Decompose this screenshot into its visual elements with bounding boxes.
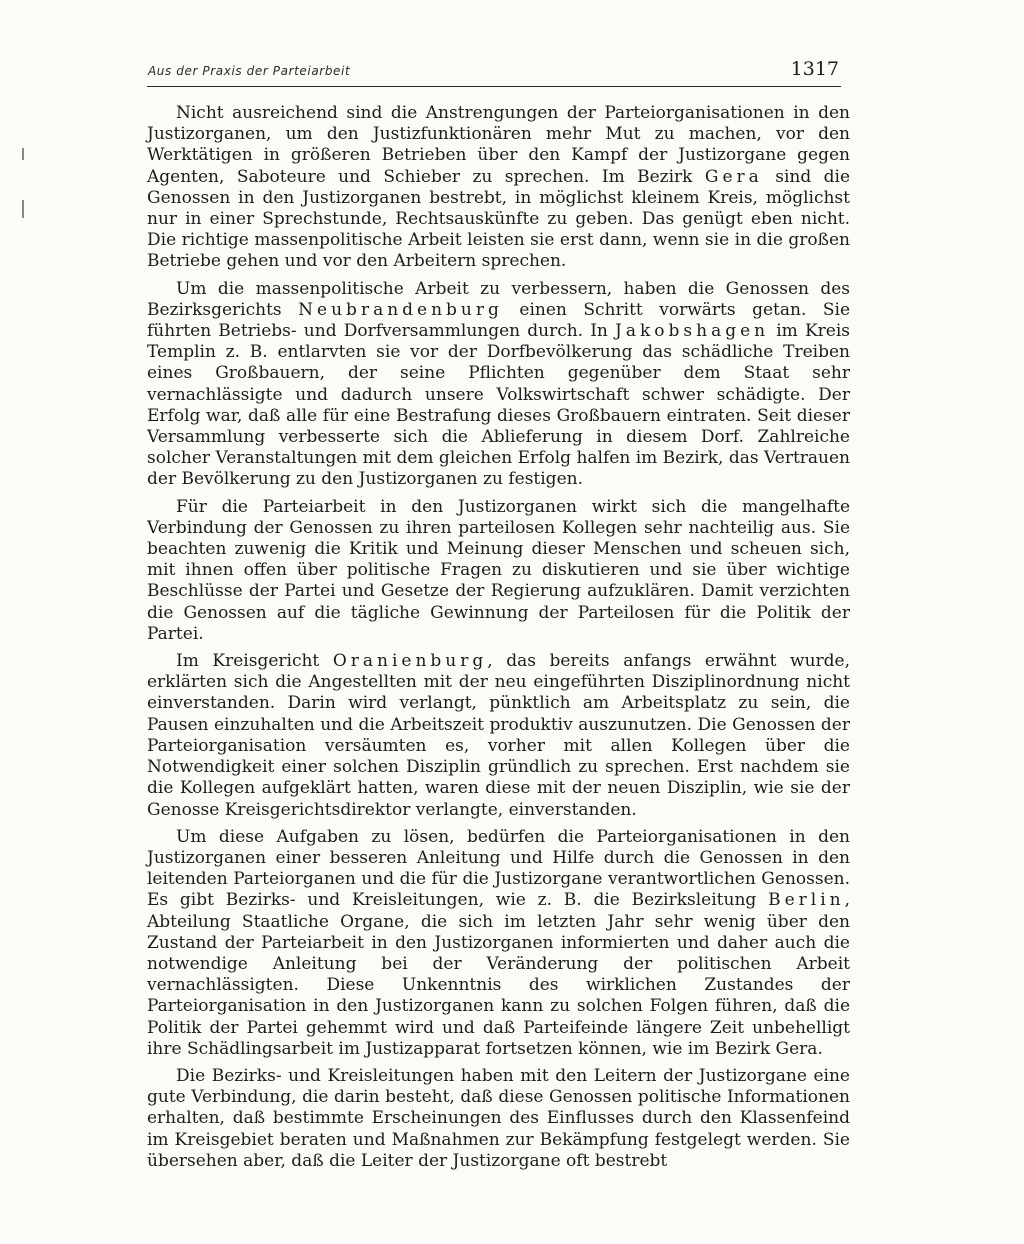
paragraph-text: Um die massenpolitische Arbeit zu verbessern, haben die Genossen des Bezirksgerichts <box>147 278 850 320</box>
margin-mark <box>22 200 24 218</box>
paragraph <box>147 827 850 1060</box>
text-body <box>147 103 850 1178</box>
paragraph-text: sind die Genossen in den Justizorganen bestrebt, in möglichst kleinem Kreis, möglichst nur in einer Sprechstunde, Rechtsauskünfte zu geben. Das genügt eben nicht. Die richtige massenpolitische Arbeit leisten sie erst dann, wenn sie in die großen Betriebe gehen und vor den Arbeitern sprechen. <box>147 166 851 272</box>
paragraph-text: im Kreis Templin z. B. entlarvten sie vor der Dorfbevölkerung das schädliche Treiben eines Großbauern, der seine Pflichten gegenüber dem Staat sehr vernachlässigte und dadurch unsere Volkswirtschaft schwer schädigte. Der Erfolg war, daß alle für eine Bestrafung dieses Großbauern eintraten. Seit dieser Versammlung verbesserte sich die Ablieferung in diesem Dorf. Zahlreiche solcher Veranstaltungen mit dem gleichen Erfolg halfen im Bezirk, das Vertrauen der Bevölkerung zu den Justizorganen zu festigen. <box>147 321 850 490</box>
spaced-place-name: Berlin <box>768 890 845 911</box>
paragraph-text: einen Schritt vorwärts getan. Sie führten Betriebs- und Dorfversammlungen durch. In <box>147 299 851 342</box>
spaced-place-name: Neubrandenburg <box>298 299 503 320</box>
page-header <box>147 58 841 87</box>
paragraph-text: Für die Parteiarbeit in den Justizorganen wirkt sich die mangelhafte Verbindung der Genossen zu ihren parteilosen Kollegen sehr nachteilig aus. Sie beachten zuwenig die Kritik und Meinung dieser Menschen und scheuen sich, mit ihnen offen über politische Fragen zu diskutieren und sie über wichtige Beschlüsse der Partei und Gesetze der Regierung aufzuklären. Damit verzichten die Genossen auf die tägliche Gewinnung der Parteilosen für die Politik der Partei. <box>147 496 850 644</box>
paragraph <box>147 279 850 491</box>
spaced-place-name: Gera <box>704 166 763 187</box>
paragraph-text: Um diese Aufgaben zu lösen, bedürfen die Parteiorganisationen in den Justizorganen einer besseren Anleitung und Hilfe durch die Genossen in den leitenden Parteiorganen und die für die Justizorgane verantwortlichen Genossen. Es gibt Bezirks- und Kreisleitungen, wie z. B. die Bezirksleitung <box>147 826 850 911</box>
paragraph-text: , Abteilung Staatliche Organe, die sich im letzten Jahr sehr wenig über den Zustand der Parteiarbeit in den Justizorganen informierten und daher auch die notwendige Anleitung bei der Veränderung der politischen Arbeit vernachlässigten. Diese Unkenntnis des wirklichen Zustandes der Parteiorganisation in den Justizorganen kann zu solchen Folgen führen, daß die Politik der Partei gehemmt wird und daß Parteifeinde längere Zeit unbehelligt ihre Schädlingsarbeit im Justizapparat fortsetzen können, wie im Bezirk Gera. <box>147 890 850 1059</box>
spaced-place-name: Jakobshagen <box>615 321 770 342</box>
page-number: 1317 <box>790 58 839 80</box>
paragraph-text: Nicht ausreichend sind die Anstrengungen der Parteiorganisationen in den Justizorganen, um den Justizfunktionären mehr Mut zu machen, vor den Werktätigen in größeren Betrieben über den Kampf der Justizorgane gegen Agenten, Saboteure und Schieber zu sprechen. Im Bezirk <box>147 103 850 187</box>
paragraph <box>147 1066 850 1172</box>
paragraph <box>147 497 850 645</box>
margin-mark <box>22 148 24 160</box>
paragraph-text: , das bereits anfangs erwähnt wurde, erklärten sich die Angestellten mit der neu eingeführten Disziplinordnung nicht einverstanden. Darin wird verlangt, pünktlich am Arbeitsplatz zu sein, die Pausen einzuhalten und die Arbeitszeit produktiv auszunutzen. Die Genossen der Parteiorganisation versäumten es, vorher mit allen Kollegen über die Notwendigkeit einer solchen Disziplin gründlich zu sprechen. Erst nachdem sie die Kollegen aufgeklärt hatten, waren diese mit der neuen Disziplin, wie sie der Genosse Kreisgerichtsdirektor verlangte, einverstanden. <box>147 651 850 820</box>
paragraph <box>147 103 850 273</box>
running-head: Aus der Praxis der Parteiarbeit <box>148 64 351 78</box>
paragraph-text: Die Bezirks- und Kreisleitungen haben mit den Leitern der Justizorgane eine gute Verbindung, die darin besteht, daß diese Genossen politische Informationen erhalten, daß bestimmte Erscheinungen des Einflusses durch den Klassenfeind im Kreisgebiet beraten und Maßnahmen zur Bekämpfung festgelegt werden. Sie übersehen aber, daß die Leiter der Justizorgane oft bestrebt <box>147 1065 850 1171</box>
paragraph-text: Im Kreisgericht <box>176 651 320 672</box>
spaced-place-name: Oranienburg <box>332 651 488 672</box>
paragraph <box>147 651 850 821</box>
